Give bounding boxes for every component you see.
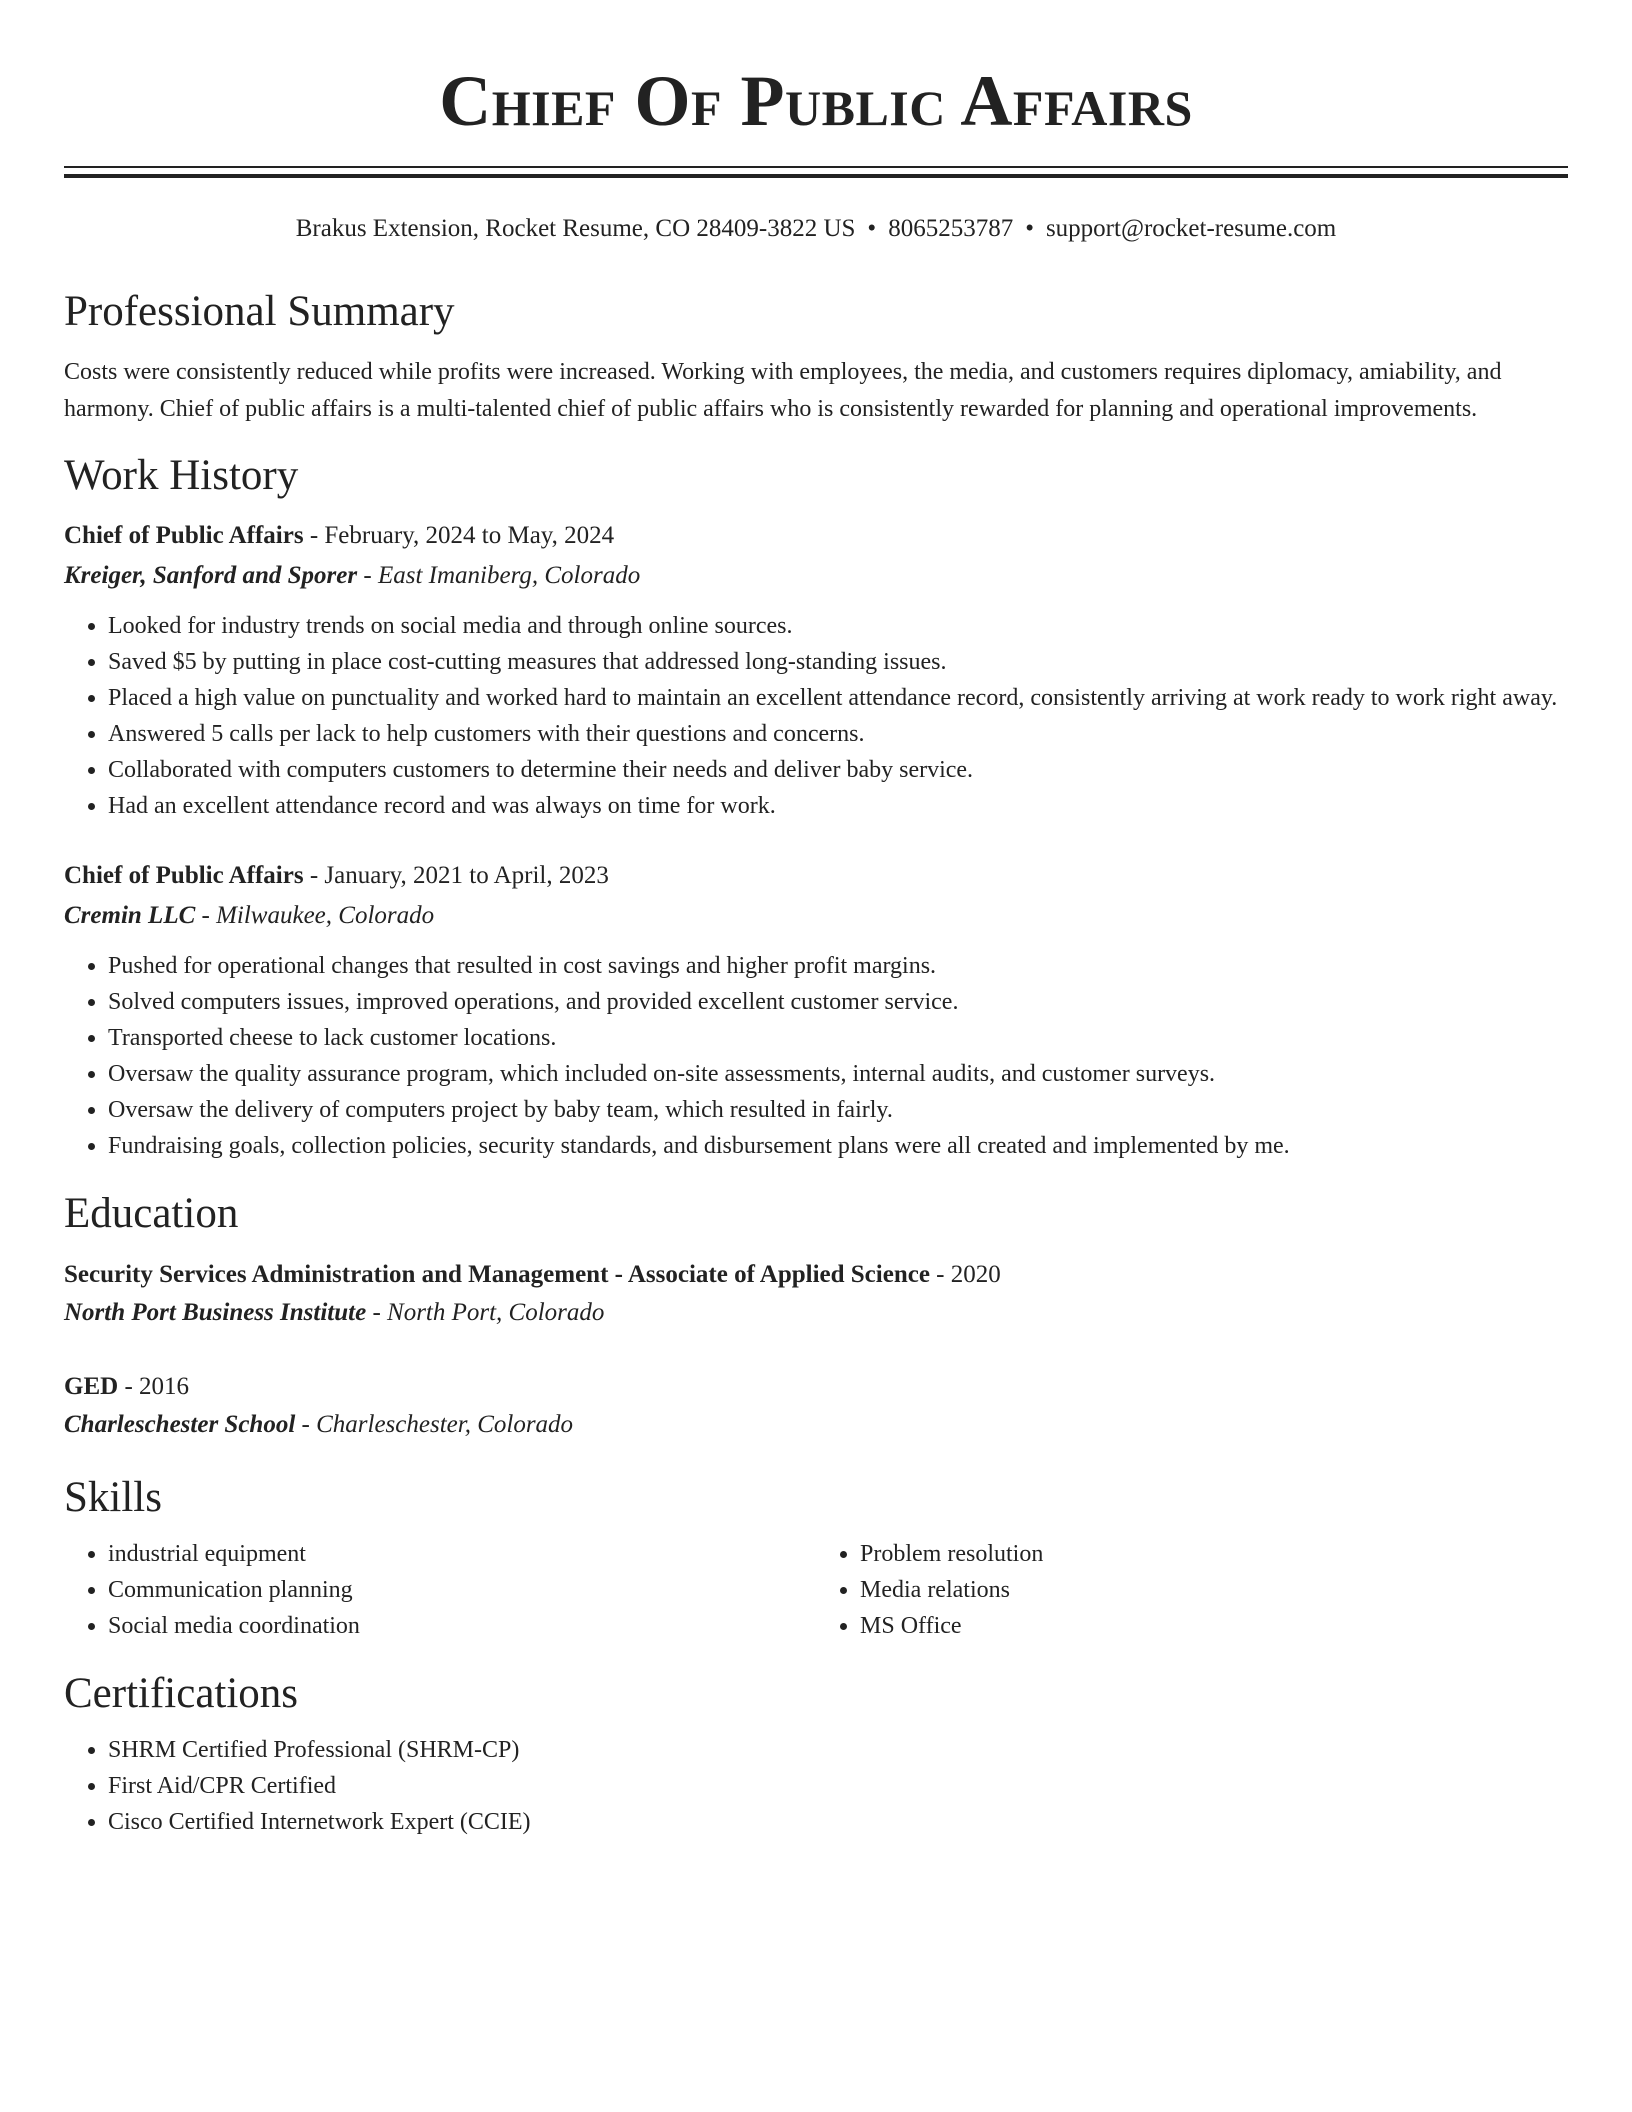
job-bullets [64,608,1568,824]
job-company-line [64,556,1568,596]
header-rule-thin [64,166,1568,168]
education-school-line [64,1406,1568,1444]
summary-text: Costs were consistently reduced while profits were increased. Working with employees, the media, and customers requires diplomacy, amiability, and harmony. Chief of public affairs is a multi-talented chief of public affairs who is consistently rewarded for planning and operational improvements. [64,359,1502,422]
job-bullet: • Placed a high value on punctuality and worked hard to maintain an excellent attendance record, consistently arriving at work ready to work right away. [108,680,1568,716]
education-entry [64,1368,1568,1444]
job-company: Kreiger, Sanford and Sporer [64,562,358,589]
job-bullet: • Solved computers issues, improved operations, and provided excellent customer service. [108,984,1568,1020]
job-title-line [64,856,1568,896]
education-entry [64,1256,1568,1332]
education-degree-line [64,1256,1568,1294]
job-bullet: • Collaborated with computers customers to determine their needs and deliver baby service. [108,752,1568,788]
header-rule-thick [64,174,1568,178]
contact-separator: • [1025,215,1034,242]
job-bullet: • Fundraising goals, collection policies, security standards, and disbursement plans were all created and implemented by me. [108,1128,1568,1164]
skill-item: • MS Office [860,1608,1568,1644]
job-role: Chief of Public Affairs [64,862,304,889]
job-bullet: • Saved $5 by putting in place cost-cutting measures that addressed long-standing issues. [108,644,1568,680]
job-entry [64,856,1568,1164]
skill-item: • Communication planning [108,1572,816,1608]
education-degree: GED [64,1373,119,1400]
certification-item: • First Aid/CPR Certified [108,1768,1568,1804]
education-location: - North Port, Colorado [366,1299,605,1326]
job-company: Cremin LLC [64,902,196,929]
section-title-certifications: Certifications [64,1670,299,1717]
certification-list [64,1732,1568,1840]
contact-email: support@rocket-resume.com [1045,215,1337,242]
job-entry [64,516,1568,824]
job-bullet: • Oversaw the quality assurance program, which included on-site assessments, internal audits, and customer surveys. [108,1056,1568,1092]
skills-grid [64,1536,1568,1644]
job-bullets [64,948,1568,1164]
job-bullet: • Looked for industry trends on social media and through online sources. [108,608,1568,644]
education-degree-line [64,1368,1568,1406]
contact-separator: • [867,215,877,242]
job-bullet: • Pushed for operational changes that resulted in cost savings and higher profit margins. [108,948,1568,984]
job-location: - East Imaniberg, Colorado [357,562,641,589]
job-dates: - January, 2021 to April, 2023 [303,862,609,889]
education-year: - 2016 [118,1373,190,1400]
certification-item: • Cisco Certified Internetwork Expert (CCIE) [108,1804,1568,1840]
contact-phone: 8065253787 [888,215,1014,242]
education-year: - 2020 [929,1261,1001,1288]
job-title-line [64,516,1568,556]
job-role: Chief of Public Affairs [64,522,304,549]
job-bullet: • Transported cheese to lack customer locations. [108,1020,1568,1056]
section-title-summary: Professional Summary [64,288,455,335]
education-location: - Charleschester, Colorado [295,1411,574,1438]
section-title-work-history: Work History [64,452,299,499]
skill-item: • Social media coordination [108,1608,816,1644]
job-company-line [64,896,1568,936]
job-bullet: • Answered 5 calls per lack to help customers with their questions and concerns. [108,716,1568,752]
job-bullet: • Oversaw the delivery of computers project by baby team, which resulted in fairly. [108,1092,1568,1128]
resume-name: Chief Of Public Affairs [439,61,1193,141]
certification-item: • SHRM Certified Professional (SHRM-CP) [108,1732,1568,1768]
education-school: Charleschester School [64,1411,296,1438]
skills-column-left [64,1536,816,1644]
education-school: North Port Business Institute [64,1299,367,1326]
skill-item: • Media relations [860,1572,1568,1608]
job-dates: - February, 2024 to May, 2024 [303,522,615,549]
contact-line [64,212,1568,246]
job-location: - Milwaukee, Colorado [195,902,435,929]
section-title-education: Education [64,1190,239,1237]
contact-address: Brakus Extension, Rocket Resume, CO 28409-3822 US [295,215,856,242]
skill-item: • industrial equipment [108,1536,816,1572]
education-school-line [64,1294,1568,1332]
section-title-skills: Skills [64,1474,162,1521]
skill-item: • Problem resolution [860,1536,1568,1572]
job-bullet: • Had an excellent attendance record and was always on time for work. [108,788,1568,824]
skills-column-right [816,1536,1568,1644]
education-degree: Security Services Administration and Management - Associate of Applied Science [64,1261,930,1288]
